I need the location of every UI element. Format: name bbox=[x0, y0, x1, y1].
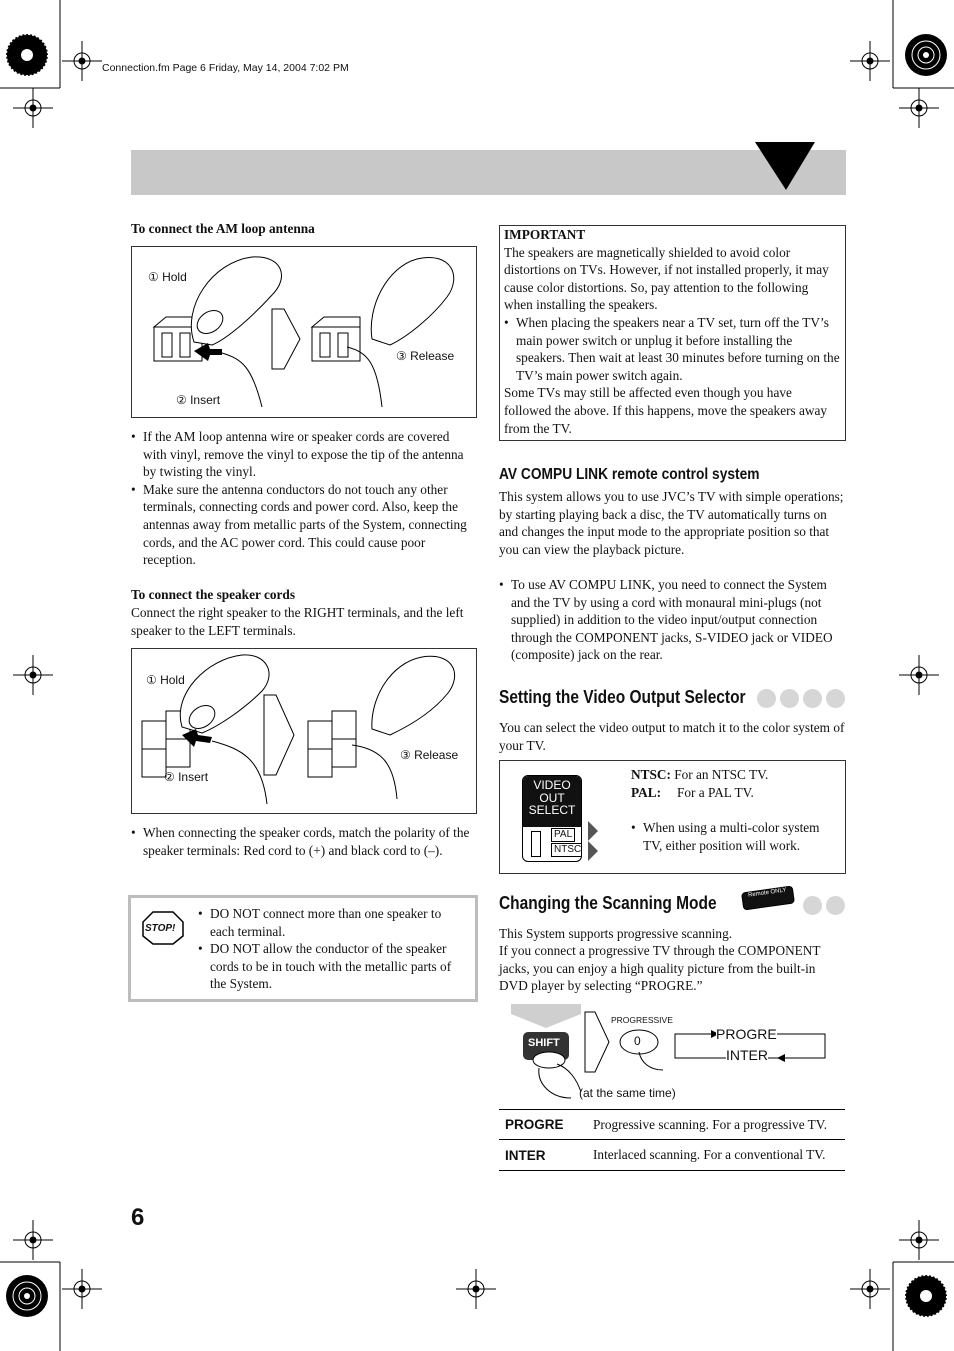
release-label: ③ Release bbox=[396, 349, 455, 363]
important-outro: Some TVs may still be affected even though you have followed the above. If this happens, move the speakers away from the TV. bbox=[504, 385, 828, 436]
speaker-text: Connect the right speaker to the RIGHT terminals, and the left speaker to the LEFT terminals. bbox=[131, 605, 464, 638]
av-item: • To use AV COMPU LINK, you need to connect the System and the TV by using a cord with monaural mini-plugs (not supplied) in addition to the video input/output connection through the COMPONENT jacks, S-VIDEO jack or VIDEO (composite) jack on the rear. bbox=[499, 576, 845, 664]
speaker-note-item: • When connecting the speaker cords, match the polarity of the speaker terminals: Red cord to (+) and black cord to (–). bbox=[131, 824, 476, 859]
switch-label-2: OUT bbox=[539, 790, 565, 805]
speaker-notes-list bbox=[131, 824, 476, 859]
important-intro: The speakers are magnetically shielded to avoid color distortions on TVs. However, if not installed properly, it may cause color distortions. So, pay attention to the following when installing the speakers. bbox=[504, 244, 829, 313]
scan-section-header bbox=[499, 889, 845, 919]
mode-cell: INTER bbox=[505, 1147, 546, 1163]
heading-dots bbox=[799, 896, 845, 915]
progre-option: PROGRE bbox=[716, 1026, 777, 1042]
zero-button: 0 bbox=[634, 1034, 641, 1048]
video-text: You can select the video output to match it to the color system of your TV. bbox=[499, 720, 845, 753]
selector-list bbox=[631, 819, 841, 854]
scan-mode-figure bbox=[499, 1002, 845, 1102]
speaker-cord-figure bbox=[131, 648, 477, 814]
important-title: IMPORTANT bbox=[504, 227, 586, 242]
av-compu-link-heading: AV COMPU LINK remote control system bbox=[499, 466, 760, 483]
pal-text: For a PAL TV. bbox=[677, 784, 754, 800]
video-heading: Setting the Video Output Selector bbox=[499, 687, 746, 707]
video-out-select-switch bbox=[522, 775, 582, 862]
release-label: ③ Release bbox=[400, 748, 459, 762]
switch-label-1: VIDEO bbox=[533, 778, 571, 792]
am-note-item: • Make sure the antenna conductors do not touch any other terminals, connecting cords and power cord. Also, keep the antennas away from metallic parts of the System, connecting cords, and the AC power cord. This could cause poor reception. bbox=[131, 481, 476, 569]
progressive-label: PROGRESSIVE bbox=[611, 1015, 673, 1025]
scan-text-1: This System supports progressive scanning. bbox=[499, 926, 733, 941]
remote-only-badge: Remote ONLY bbox=[741, 885, 795, 910]
switch-arrows-icon bbox=[584, 819, 604, 863]
ntsc-label: NTSC: bbox=[631, 767, 671, 782]
header-band bbox=[131, 150, 846, 195]
ntsc-text: For an NTSC TV. bbox=[674, 767, 769, 782]
warning-list bbox=[198, 905, 466, 993]
av-text: This system allows you to use JVC’s TV with simple operations; by starting playing back a disc, the TV automatically turns on and changes the input mode to the appropriate position so that you can view the playback picture. bbox=[499, 489, 844, 557]
header-line: Connection.fm Page 6 Friday, May 14, 2004 7:02 PM bbox=[102, 62, 349, 74]
am-heading: To connect the AM loop antenna bbox=[131, 221, 315, 236]
desc-cell: Interlaced scanning. For a conventional TV. bbox=[593, 1147, 826, 1162]
insert-label: ② Insert bbox=[176, 393, 221, 407]
same-time-note: (at the same time) bbox=[579, 1086, 676, 1100]
table-row bbox=[499, 1140, 845, 1170]
scan-heading: Changing the Scanning Mode bbox=[499, 893, 717, 913]
scan-text-2: If you connect a progressive TV through the COMPONENT jacks, you can enjoy a high quality picture from the built-in DVD player by selecting “PROGRE.” bbox=[499, 943, 821, 994]
page-number: 6 bbox=[131, 1204, 145, 1231]
important-item: • When placing the speakers near a TV set, turn off the TV’s main power switch or unplug it before installing the speakers. Then wait at least 30 minutes before turning on the TV’s main power switch again. bbox=[504, 314, 840, 384]
scan-mode-table bbox=[499, 1109, 845, 1171]
pal-position: PAL bbox=[551, 828, 575, 842]
desc-cell: Progressive scanning. For a progressive TV. bbox=[593, 1116, 828, 1132]
pal-label: PAL: bbox=[631, 784, 662, 800]
speaker-heading: To connect the speaker cords bbox=[131, 587, 295, 602]
switch-label-3: SELECT bbox=[528, 803, 576, 817]
selector-item: • When using a multi-color system TV, either position will work. bbox=[631, 819, 841, 854]
warning-item: • DO NOT allow the conductor of the speaker cords to be in touch with the metallic parts of the System. bbox=[198, 940, 466, 993]
am-note-item: • If the AM loop antenna wire or speaker cords are covered with vinyl, remove the vinyl to expose the tip of the antenna by twisting the vinyl. bbox=[131, 428, 476, 481]
am-antenna-figure bbox=[131, 246, 477, 418]
warning-box bbox=[128, 895, 478, 1002]
insert-label: ② Insert bbox=[164, 770, 209, 784]
table-row bbox=[499, 1110, 845, 1140]
selector-box bbox=[499, 760, 846, 874]
mode-cell: PROGRE bbox=[505, 1117, 564, 1132]
important-box bbox=[499, 225, 846, 441]
warning-item: • DO NOT connect more than one speaker to each terminal. bbox=[198, 905, 466, 940]
important-list bbox=[504, 314, 840, 384]
am-notes-list bbox=[131, 428, 476, 569]
heading-dots bbox=[753, 689, 845, 708]
hold-label: ① Hold bbox=[148, 270, 187, 284]
stop-label: STOP! bbox=[145, 923, 176, 934]
hold-label: ① Hold bbox=[146, 673, 185, 687]
header-triangle-icon bbox=[752, 140, 847, 196]
video-section-header bbox=[499, 686, 845, 712]
shift-button: SHIFT bbox=[528, 1037, 560, 1049]
ntsc-position: NTSC bbox=[551, 843, 582, 857]
switch-slider bbox=[531, 831, 541, 857]
inter-option: INTER bbox=[726, 1047, 768, 1063]
av-list bbox=[499, 576, 845, 664]
